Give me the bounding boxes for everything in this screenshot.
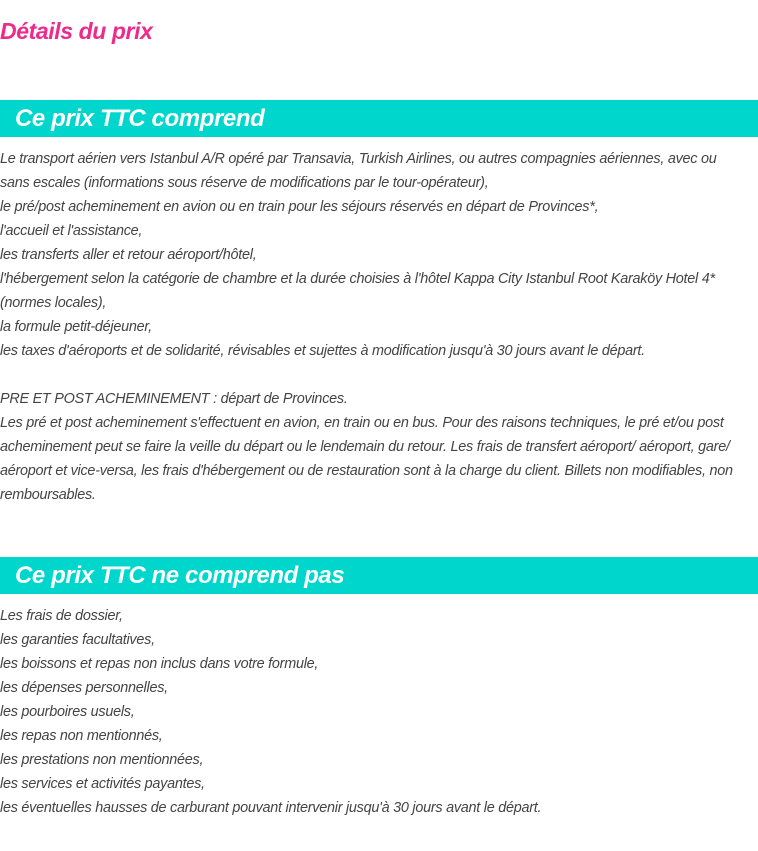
included-section-header: Ce prix TTC comprend bbox=[0, 100, 758, 137]
excluded-section-header: Ce prix TTC ne comprend pas bbox=[0, 557, 758, 594]
excluded-item: les prestations non mentionnées, bbox=[0, 752, 204, 768]
excluded-item: les garanties facultatives, bbox=[0, 632, 155, 648]
excluded-section-body bbox=[0, 604, 758, 820]
excluded-item: les boissons et repas non inclus dans votre formule, bbox=[0, 656, 319, 672]
included-item: l'accueil et l'assistance, bbox=[0, 223, 143, 239]
excluded-item: les éventuelles hausses de carburant pouvant intervenir jusqu'à 30 jours avant le départ. bbox=[0, 800, 542, 816]
included-item: les taxes d'aéroports et de solidarité, révisables et sujettes à modification jusqu'à 30 jours avant le départ. bbox=[0, 343, 645, 359]
excluded-item: les repas non mentionnés, bbox=[0, 728, 163, 744]
excluded-item: Les frais de dossier, bbox=[0, 608, 123, 624]
paragraph-spacer bbox=[0, 363, 758, 387]
included-item: l'hébergement selon la catégorie de chambre et la durée choisies à l'hôtel Kappa City Istanbul Root Karaköy Hotel 4* bbox=[0, 271, 715, 287]
included-item: le pré/post acheminement en avion ou en train pour les séjours réservés en départ de Provinces*, bbox=[0, 199, 599, 215]
excluded-item: les dépenses personnelles, bbox=[0, 680, 168, 696]
included-item: les transferts aller et retour aéroport/hôtel, bbox=[0, 247, 257, 263]
included-item: la formule petit-déjeuner, bbox=[0, 319, 152, 335]
included-item: (normes locales), bbox=[0, 295, 107, 311]
included-item: Le transport aérien vers Istanbul A/R opéré par Transavia, Turkish Airlines, ou autres compagnies aériennes, avec ou bbox=[0, 151, 717, 167]
included-section-body bbox=[0, 147, 758, 507]
transfer-note-text: Les pré et post acheminement s'effectuent en avion, en train ou en bus. Pour des raisons techniques, le pré et/ou post acheminement peut se faire la veille du départ ou le lendemain du retour. Les frais de transfert aéroport/ aéroport, gare/ aéroport et vice-versa, les frais d'hébergement ou de restauration sont à la charge du client. Billets non modifiables, non remboursables. bbox=[0, 415, 733, 503]
transfer-note-title: PRE ET POST ACHEMINEMENT : départ de Provinces. bbox=[0, 391, 348, 407]
page-title: Détails du prix bbox=[0, 18, 153, 44]
included-item: sans escales (informations sous réserve de modifications par le tour-opérateur), bbox=[0, 175, 489, 191]
excluded-item: les pourboires usuels, bbox=[0, 704, 135, 720]
excluded-item: les services et activités payantes, bbox=[0, 776, 205, 792]
